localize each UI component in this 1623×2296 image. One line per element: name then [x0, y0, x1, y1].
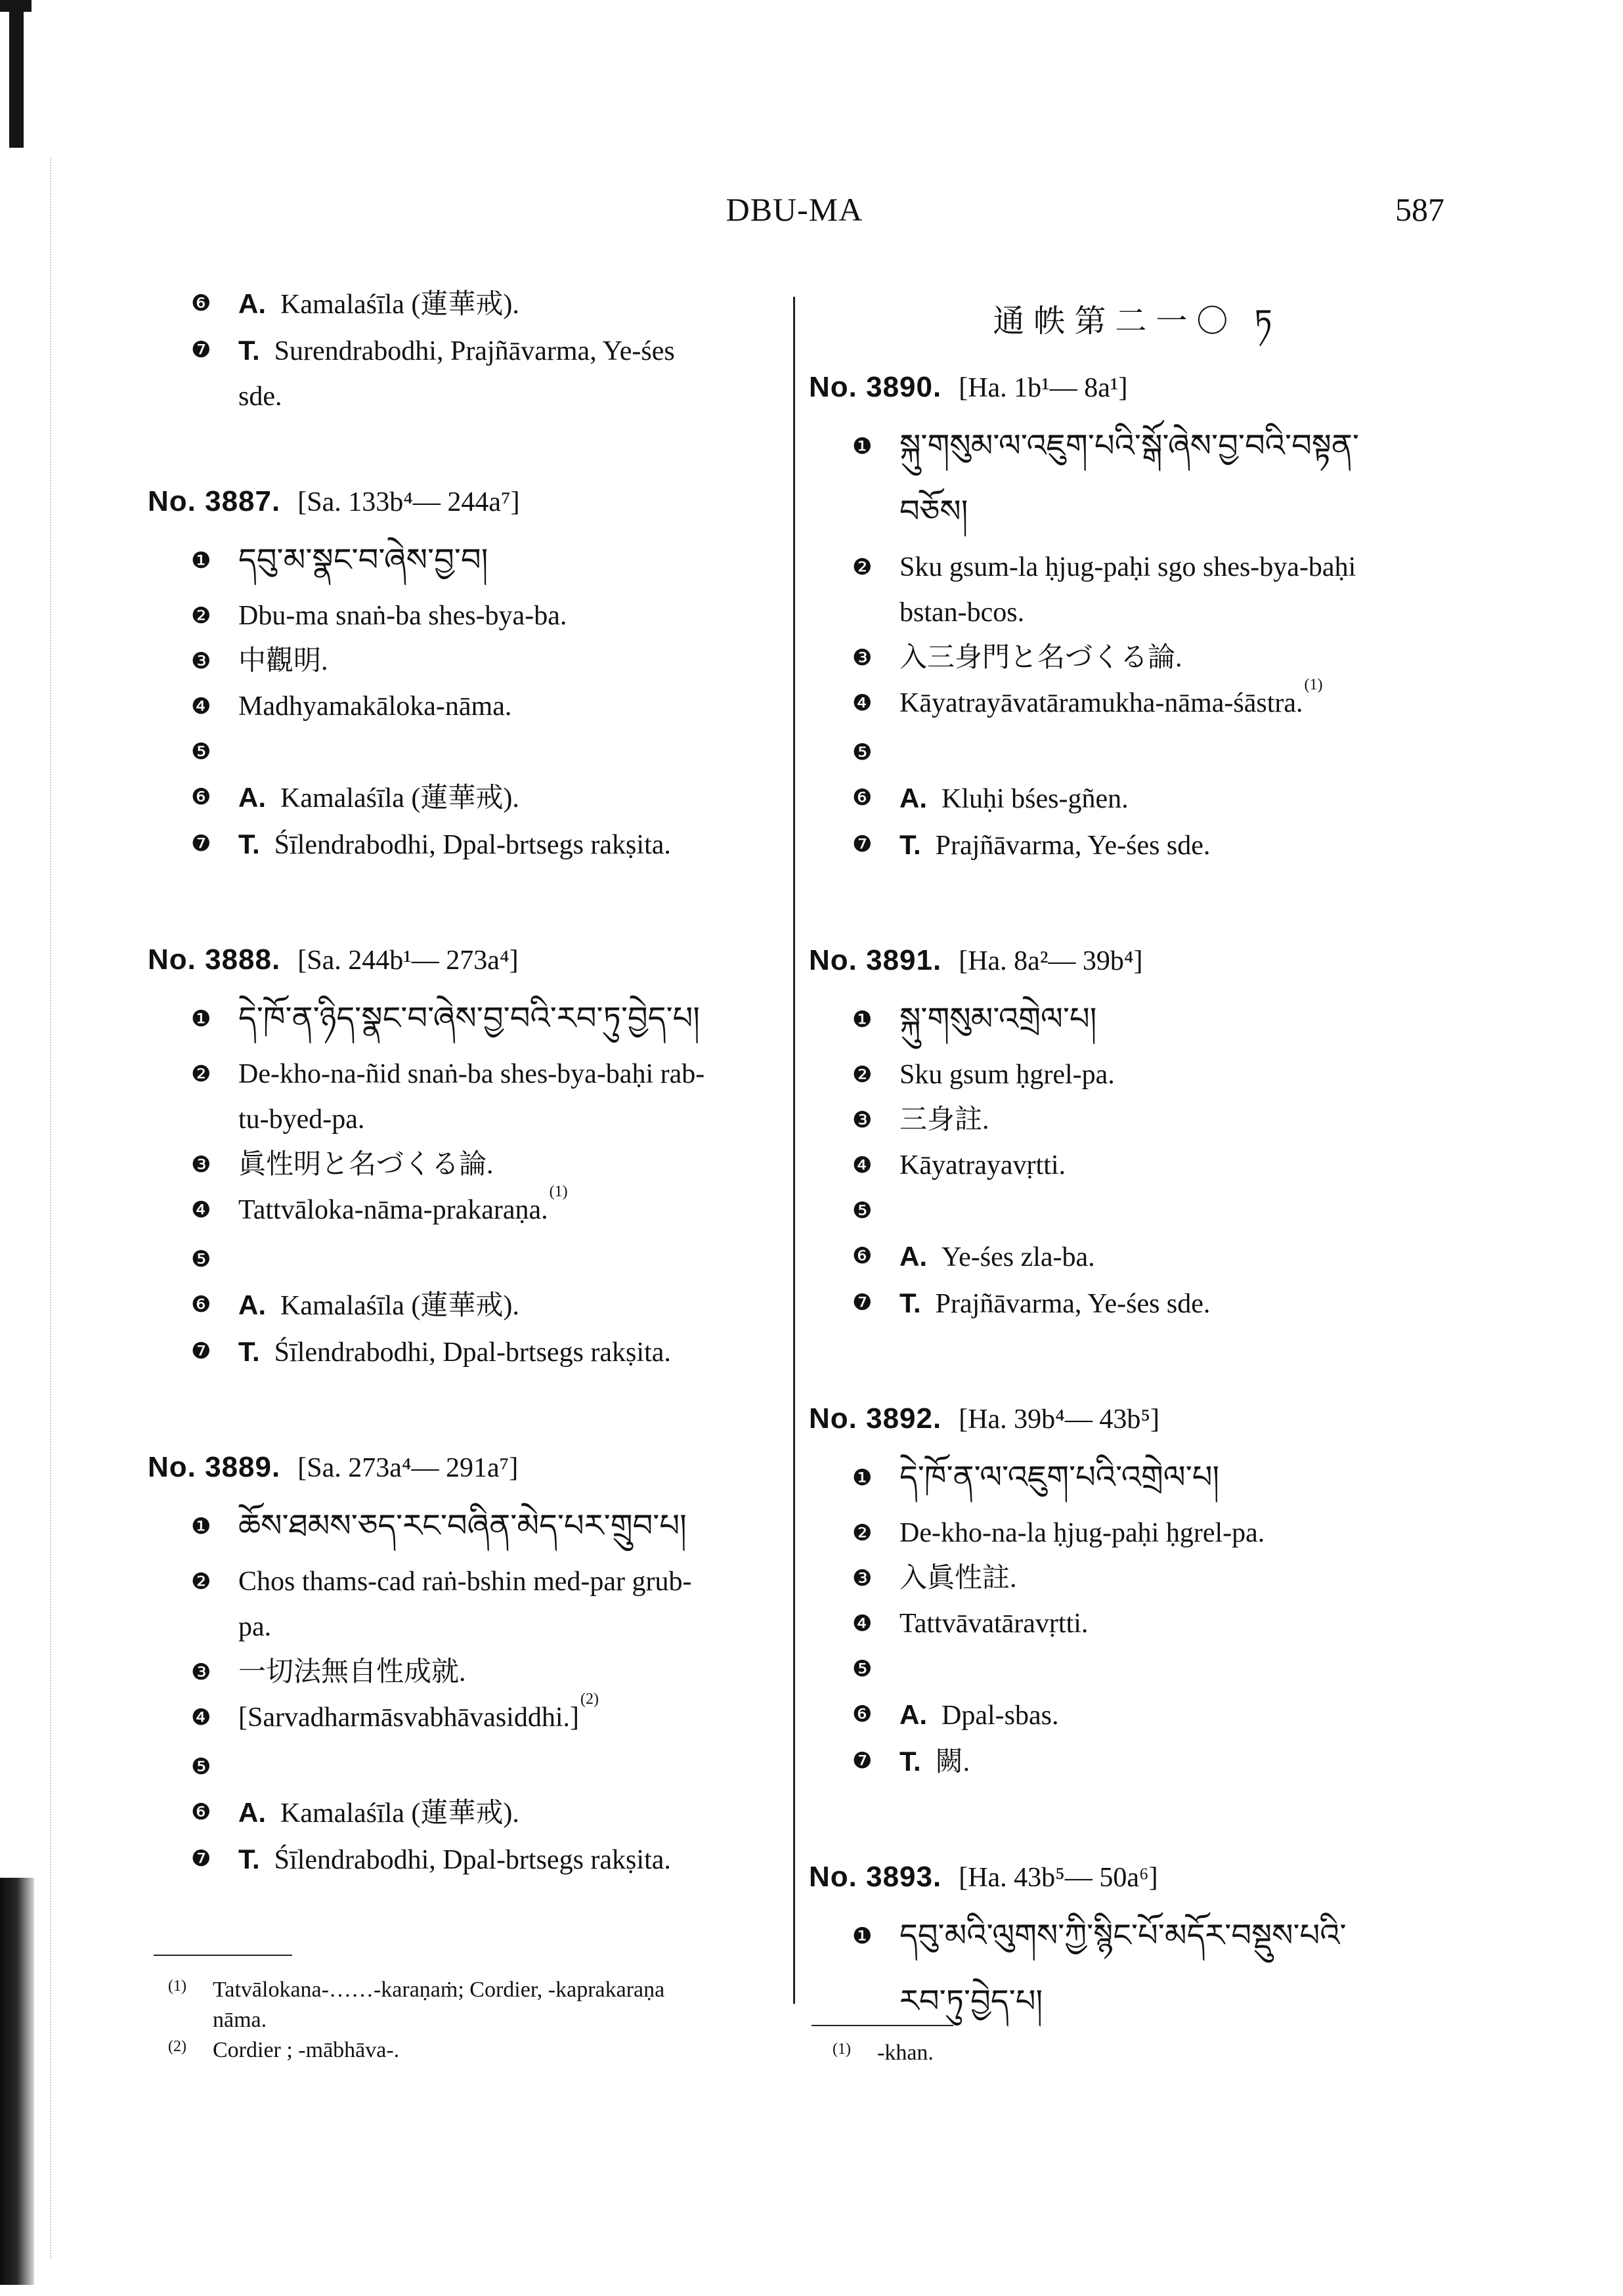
- entry-field: [148, 1790, 785, 1836]
- field-number-marker: ❻: [852, 1243, 873, 1269]
- field-number-marker: ❼: [191, 831, 211, 857]
- entry-field: [148, 1237, 785, 1282]
- entry-field: [809, 1556, 1465, 1601]
- footnotes-left: [168, 1975, 664, 2066]
- field-number-marker: ❺: [191, 1754, 211, 1780]
- field-text-line: 眞性明と名づくる論.: [238, 1150, 494, 1180]
- entry-field: [148, 1836, 785, 1883]
- field-number-marker: ❺: [852, 1198, 873, 1224]
- field-text-line: A. Kamalaśīla (蓮華戒).: [238, 288, 519, 320]
- catalog-entry: [809, 361, 1465, 869]
- entry-number: No. 3889.: [148, 1451, 281, 1483]
- field-text-line: 入眞性註.: [899, 1563, 1017, 1593]
- field-text-line: Chos thams-cad raṅ-bshin med-par grub-: [238, 1567, 692, 1597]
- field-number-marker: ❶: [191, 1513, 211, 1540]
- footnote-mark: (2): [168, 2038, 186, 2055]
- tibetan-title-line: དེ་ཁོ་ན་ལ་འཇུག་པའི་འགྲེལ་པ།: [899, 1460, 1220, 1495]
- entry-field: [148, 1691, 785, 1744]
- folio-reference: [Sa. 244b¹— 273a⁴]: [297, 945, 519, 976]
- role-label: A.: [238, 782, 266, 813]
- entry-field: [809, 1052, 1465, 1098]
- field-number-marker: ❻: [191, 784, 211, 810]
- footnote-text: nāma.: [213, 2008, 267, 2032]
- field-text-line: Tattvāvatāravṛtti.: [899, 1609, 1089, 1639]
- role-label: T.: [899, 1746, 921, 1777]
- entry-number: No. 3892.: [809, 1402, 942, 1435]
- field-text-line: 三身註.: [899, 1105, 989, 1135]
- field-number-marker: ❹: [852, 690, 873, 716]
- field-number-marker: ❼: [191, 1338, 211, 1364]
- entry-field: [148, 684, 785, 729]
- page-number: 587: [1395, 191, 1444, 228]
- role-label: T.: [899, 829, 921, 860]
- role-label: A.: [238, 1289, 266, 1320]
- entry-heading: [148, 934, 785, 986]
- entry-field: [148, 729, 785, 775]
- field-text-line: Sku gsum-la ḥjug-paḥi sgo shes-bya-baḥi: [899, 552, 1356, 582]
- entry-field: [809, 822, 1465, 869]
- entry-field: [809, 1739, 1465, 1785]
- entry-field: [809, 1234, 1465, 1280]
- entry-number: No. 3887.: [148, 485, 281, 517]
- entry-field: [809, 545, 1465, 636]
- column-divider: [793, 297, 795, 2004]
- folio-reference: [Ha. 39b⁴— 43b⁵]: [959, 1404, 1159, 1435]
- field-text-line: T. Śīlendrabodhi, Dpal-brtsegs rakṣita.: [238, 1336, 671, 1368]
- role-label: A.: [238, 288, 266, 319]
- footnote-reference: (1): [549, 1183, 568, 1200]
- role-label: T.: [238, 335, 260, 366]
- field-text-line: A. Kluḥi bśes-gñen.: [899, 783, 1129, 814]
- field-number-marker: ❶: [852, 1007, 873, 1033]
- folio-reference: [Sa. 273a⁴— 291a⁷]: [297, 1453, 519, 1483]
- field-text-line: pa.: [238, 1612, 272, 1642]
- field-number-marker: ❻: [852, 1701, 873, 1727]
- field-text-line: T. 闕.: [899, 1746, 970, 1777]
- footnote-text: Tatvālokana-……-karaṇaṁ; Cordier, -kaprakaraṇa: [213, 1978, 665, 2002]
- entry-field: [148, 528, 785, 594]
- field-text-line: [238, 1744, 785, 1790]
- entry-heading: [148, 475, 785, 528]
- scan-artifact-edge: [50, 158, 51, 2259]
- entry-field: [809, 1647, 1465, 1692]
- field-number-marker: ❹: [191, 693, 211, 720]
- field-text-line: 中觀明.: [238, 646, 328, 676]
- entry-field: [809, 636, 1465, 681]
- field-number-marker: ❺: [852, 739, 873, 766]
- footnote-text: Cordier ; -mābhāva-.: [213, 2038, 400, 2062]
- field-number-marker: ❻: [191, 290, 211, 316]
- field-text-line: [899, 1188, 1465, 1234]
- entry-field: [809, 1280, 1465, 1327]
- field-number-marker: ❻: [191, 1799, 211, 1825]
- scan-artifact-bottom: [0, 1878, 34, 2285]
- field-text-line: Madhyamakāloka-nāma.: [238, 691, 512, 722]
- field-number-marker: ❷: [191, 603, 211, 629]
- entry-field: [148, 1744, 785, 1790]
- tibetan-title-line: དེ་ཁོ་ན་ཉིད་སྣང་བ་ཞེས་བྱ་བའི་རབ་ཏུ་བྱེད་པ།: [238, 1001, 700, 1036]
- footnote-reference: (1): [1304, 676, 1323, 693]
- field-text-line: 入三身門と名づくる論.: [899, 643, 1182, 673]
- entry-field: [809, 414, 1465, 545]
- field-text-line: [238, 729, 785, 775]
- entry-field: [809, 1692, 1465, 1739]
- tibetan-title-line: སྐུ་གསུམ་ལ་འཇུག་པའི་སྒོ་ཞེས་བྱ་བའི་བསྟན་: [899, 429, 1359, 464]
- field-number-marker: ❼: [852, 1289, 873, 1316]
- field-number-marker: ❸: [191, 1152, 211, 1178]
- entry-heading: [809, 1393, 1465, 1445]
- entry-number: No. 3891.: [809, 944, 942, 976]
- role-label: A.: [899, 783, 927, 813]
- entry-field: [148, 281, 785, 328]
- tibetan-title-line: དབུ་མའི་ལུགས་ཀྱི་སྙིང་པོ་མདོར་བསྡུས་པའི་: [899, 1918, 1347, 1953]
- field-text-line: [238, 1237, 785, 1282]
- entry-field: [148, 328, 785, 420]
- entry-field: [148, 1052, 785, 1142]
- folio-reference: [Ha. 1b¹— 8a¹]: [959, 373, 1128, 403]
- entry-field: [809, 1903, 1465, 2035]
- footnote-text: -khan.: [877, 2041, 934, 2065]
- entry-field: [809, 1188, 1465, 1234]
- field-number-marker: ❷: [852, 554, 873, 580]
- field-text-line: A. Kamalaśīla (蓮華戒).: [238, 1289, 519, 1321]
- field-number-marker: ❹: [852, 1611, 873, 1637]
- entry-field: [809, 1511, 1465, 1556]
- role-label: T.: [238, 1336, 260, 1367]
- field-number-marker: ❹: [191, 1197, 211, 1223]
- field-text-line: Kāyatrayavṛtti.: [899, 1150, 1066, 1180]
- catalog-entry: [809, 1393, 1465, 1785]
- entry-field: [148, 594, 785, 639]
- field-number-marker: ❶: [852, 433, 873, 460]
- field-number-marker: ❺: [852, 1656, 873, 1682]
- role-label: T.: [899, 1288, 921, 1318]
- catalog-entry: [809, 934, 1465, 1327]
- field-number-marker: ❶: [191, 1006, 211, 1032]
- field-number-marker: ❸: [852, 1565, 873, 1592]
- tibetan-title-line: ཆོས་ཐམས་ཅད་རང་བཞིན་མེད་པར་གྲུབ་པ།: [238, 1509, 687, 1544]
- footnote: [168, 1975, 664, 2035]
- field-number-marker: ❶: [852, 1923, 873, 1949]
- footnote-mark: (1): [168, 1978, 186, 1995]
- field-text-line: [899, 730, 1465, 775]
- field-number-marker: ❻: [852, 785, 873, 811]
- field-number-marker: ❼: [191, 1846, 211, 1872]
- entry-field: [809, 1445, 1465, 1511]
- field-number-marker: ❹: [852, 1152, 873, 1179]
- left-column-continuation: [148, 281, 785, 420]
- entry-heading: [809, 361, 1465, 414]
- tibetan-title-line: བཅོས།: [899, 494, 968, 529]
- role-label: T.: [238, 829, 260, 859]
- role-label: T.: [238, 1844, 260, 1874]
- field-number-marker: ❶: [191, 548, 211, 574]
- footnote-reference: (2): [580, 1691, 599, 1708]
- role-label: A.: [899, 1241, 927, 1272]
- right-column: [809, 361, 1465, 2035]
- field-number-marker: ❹: [191, 1704, 211, 1731]
- field-text-line: bstan-bcos.: [899, 597, 1025, 628]
- running-head: DBU-MA: [725, 191, 863, 228]
- field-number-marker: ❼: [852, 831, 873, 857]
- entry-heading: [809, 1851, 1465, 1903]
- field-text-line: A. Kamalaśīla (蓮華戒).: [238, 782, 519, 813]
- catalog-entry: [148, 475, 785, 868]
- role-label: A.: [899, 1699, 927, 1730]
- folio-reference: [Ha. 8a²— 39b⁴]: [959, 946, 1143, 976]
- entry-field: [148, 1282, 785, 1329]
- field-text-line: T. Prajñāvarma, Ye-śes sde.: [899, 829, 1211, 861]
- entry-field: [809, 676, 1465, 730]
- field-text-line: De-kho-na-ñid snaṅ-ba shes-bya-baḥi rab-: [238, 1059, 705, 1089]
- entry-number: No. 3893.: [809, 1861, 942, 1893]
- entry-field: [148, 1650, 785, 1695]
- field-number-marker: ❺: [191, 1246, 211, 1272]
- entry-field: [148, 1183, 785, 1237]
- field-text-line: [899, 1647, 1465, 1692]
- entry-field: [148, 1559, 785, 1650]
- field-number-marker: ❷: [191, 1061, 211, 1087]
- entry-field: [809, 730, 1465, 775]
- entry-number: No. 3888.: [148, 943, 281, 976]
- field-text-line: Tattvāloka-nāma-prakaraṇa.(1): [238, 1188, 785, 1237]
- volume-header: 通帙第二一〇 ཏ: [993, 304, 1282, 339]
- entry-field: [809, 1098, 1465, 1143]
- field-number-marker: ❺: [191, 739, 211, 765]
- entry-field: [148, 1329, 785, 1375]
- field-number-marker: ❼: [852, 1748, 873, 1774]
- field-number-marker: ❷: [852, 1062, 873, 1088]
- field-number-marker: ❸: [852, 645, 873, 671]
- entry-field: [809, 1601, 1465, 1647]
- footnote: [168, 2035, 664, 2066]
- field-text-line: [Sarvadharmāsvabhāvasiddhi.](2): [238, 1695, 785, 1744]
- field-text-line: A. Ye-śes zla-ba.: [899, 1241, 1095, 1272]
- entry-heading: [148, 1441, 785, 1494]
- footnote-rule-left: [154, 1955, 292, 1956]
- entry-field: [809, 775, 1465, 822]
- field-number-marker: ❻: [191, 1291, 211, 1318]
- field-text-line: Sku gsum ḥgrel-pa.: [899, 1060, 1115, 1090]
- entry-field: [148, 1494, 785, 1559]
- field-text-line: Dbu-ma snaṅ-ba shes-bya-ba.: [238, 601, 567, 631]
- footnote-rule-right: [812, 2025, 953, 2026]
- entry-field: [148, 639, 785, 684]
- catalog-entry: [148, 934, 785, 1375]
- footnote-mark: (1): [833, 2041, 851, 2058]
- entry-field: [809, 1143, 1465, 1188]
- entry-field: [148, 986, 785, 1052]
- field-number-marker: ❸: [191, 648, 211, 674]
- field-number-marker: ❶: [852, 1465, 873, 1491]
- entry-field: [148, 821, 785, 868]
- field-text-line: T. Śīlendrabodhi, Dpal-brtsegs rakṣita.: [238, 829, 671, 860]
- entry-field: [148, 775, 785, 821]
- field-number-marker: ❷: [852, 1520, 873, 1546]
- tibetan-title-line: དབུ་མ་སྣང་བ་ཞེས་བྱ་བ།: [238, 543, 488, 578]
- field-text-line: sde.: [238, 381, 282, 412]
- field-text-line: T. Prajñāvarma, Ye-śes sde.: [899, 1288, 1211, 1319]
- catalog-entry: [148, 1441, 785, 1883]
- tibetan-title-line: རབ་ཏུ་བྱེད་པ།: [899, 1984, 1043, 2019]
- folio-reference: [Ha. 43b⁵— 50a⁶]: [959, 1863, 1158, 1893]
- field-number-marker: ❸: [191, 1659, 211, 1685]
- field-text-line: A. Kamalaśīla (蓮華戒).: [238, 1797, 519, 1829]
- tibetan-title-line: སྐུ་གསུམ་འགྲེལ་པ།: [899, 1002, 1097, 1037]
- catalog-entry: [809, 1851, 1465, 2035]
- field-number-marker: ❸: [852, 1107, 873, 1133]
- entry-heading: [809, 934, 1465, 987]
- footnote: [833, 2038, 934, 2068]
- entry-number: No. 3890.: [809, 371, 942, 403]
- folio-reference: [Sa. 133b⁴— 244a⁷]: [297, 487, 520, 517]
- field-text-line: A. Dpal-sbas.: [899, 1699, 1059, 1731]
- scan-artifact-bar: [9, 0, 24, 148]
- field-text-line: 一切法無自性成就.: [238, 1657, 466, 1687]
- field-text-line: T. Śīlendrabodhi, Dpal-brtsegs rakṣita.: [238, 1844, 671, 1875]
- field-number-marker: ❷: [191, 1569, 211, 1595]
- field-text-line: Kāyatrayāvatāramukha-nāma-śāstra.(1): [899, 681, 1465, 730]
- field-number-marker: ❼: [191, 337, 211, 363]
- entry-field: [809, 987, 1465, 1052]
- field-text-line: tu-byed-pa.: [238, 1104, 365, 1135]
- footnotes-right: [833, 2038, 934, 2068]
- entry-field: [148, 1142, 785, 1188]
- field-text-line: De-kho-na-la ḥjug-paḥi ḥgrel-pa.: [899, 1518, 1265, 1548]
- role-label: A.: [238, 1797, 266, 1828]
- left-column: [148, 475, 785, 1883]
- field-text-line: T. Surendrabodhi, Prajñāvarma, Ye-śes: [238, 335, 675, 366]
